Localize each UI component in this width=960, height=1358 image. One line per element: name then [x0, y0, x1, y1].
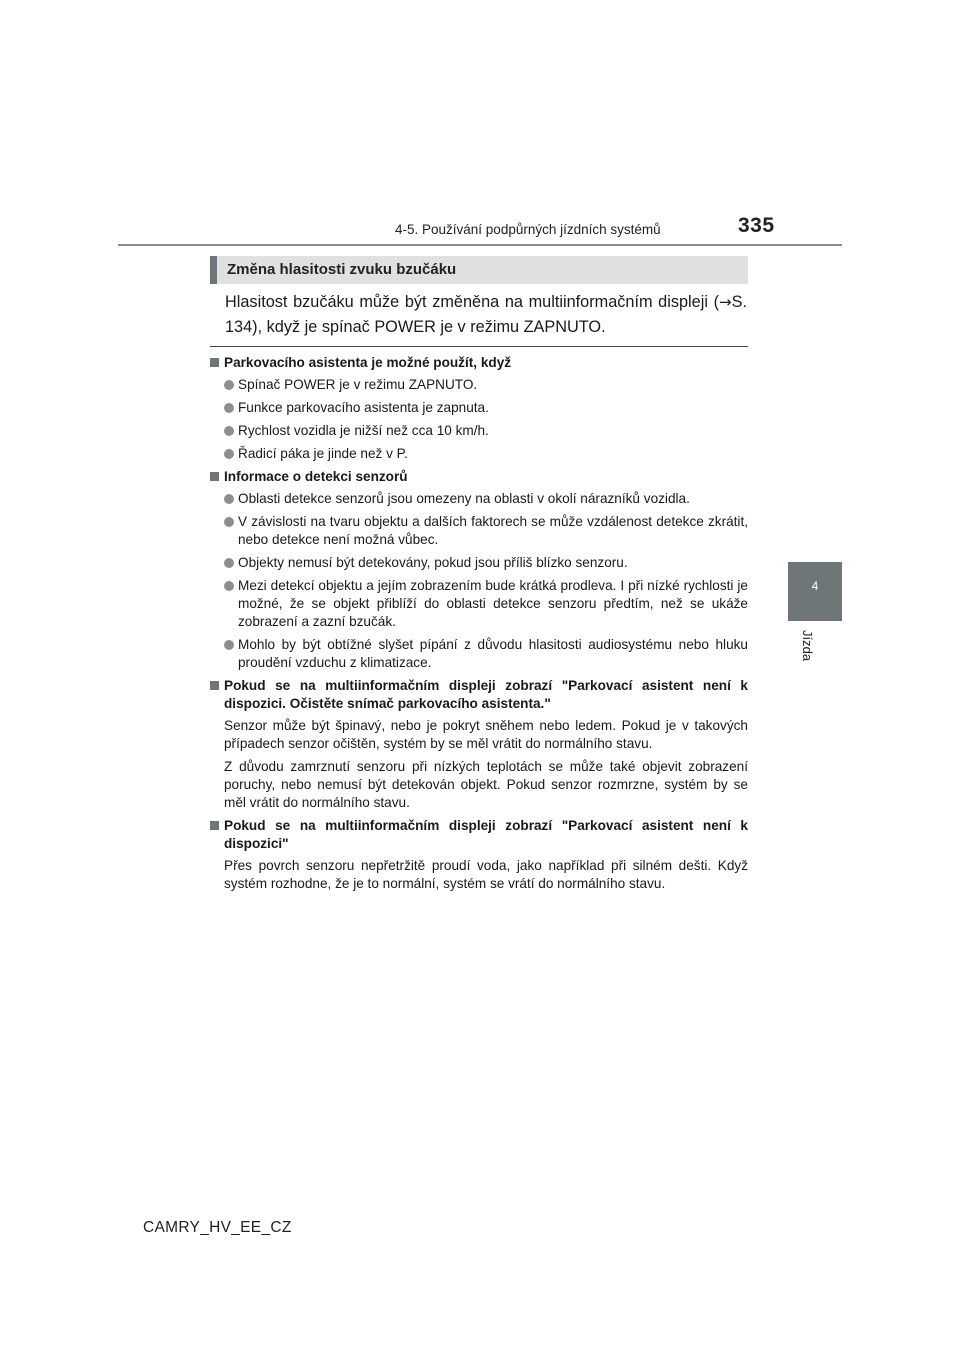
heading-text: Změna hlasitosti zvuku bzučáku	[227, 261, 457, 278]
subheading: Pokud se na multiinformačním displeji zobrazí "Parkovací asistent není k dispozici. Očistěte snímač parkovacího asistenta."	[210, 677, 748, 713]
list-item: V závislosti na tvaru objektu a dalších faktorech se může vzdálenost detekce zkrátit, nebo detekce není možná vůbec.	[210, 513, 748, 549]
list-item: Řadicí páka je jinde než v P.	[210, 445, 748, 463]
list-item: Mezi detekcí objektu a jejím zobrazením bude krátká prodleva. I při nízké rychlosti je možné, že se objekt přiblíží do oblasti detekce senzoru předtím, než se ukáže zobrazení a zazní bzučák.	[210, 577, 748, 631]
subheading: Pokud se na multiinformačním displeji zobrazí "Parkovací asistent není k dispozici"	[210, 817, 748, 853]
square-bullet-icon	[210, 358, 219, 367]
subheading: Informace o detekci senzorů	[210, 468, 748, 486]
list-item: Objekty nemusí být detekovány, pokud jsou příliš blízko senzoru.	[210, 554, 748, 572]
chapter-number: 4	[811, 579, 819, 593]
intro-paragraph	[225, 290, 747, 339]
list-item: Oblasti detekce senzorů jsou omezeny na oblasti v okolí nárazníků vozidla.	[210, 490, 748, 508]
circle-bullet-icon	[224, 517, 234, 527]
circle-bullet-icon	[224, 581, 234, 591]
section-title: 4-5. Používání podpůrných jízdních systémů	[395, 222, 661, 237]
list-item: Spínač POWER je v režimu ZAPNUTO.	[210, 376, 748, 394]
paragraph: Přes povrch senzoru nepřetržitě proudí voda, jako například při silném dešti. Když systém rozhodne, že je to normální, systém se vrátí do normálního stavu.	[224, 858, 748, 891]
circle-bullet-icon	[224, 449, 234, 459]
list-item: Rychlost vozidla je nižší než cca 10 km/h.	[210, 422, 748, 440]
body-content	[210, 354, 748, 898]
heading-marker	[210, 256, 217, 284]
square-bullet-icon	[210, 821, 219, 830]
arrow-icon: →	[719, 293, 732, 311]
footer-code: CAMRY_HV_EE_CZ	[143, 1219, 292, 1236]
heading-bar	[210, 256, 748, 284]
circle-bullet-icon	[224, 558, 234, 568]
square-bullet-icon	[210, 472, 219, 481]
paragraph: Z důvodu zamrznutí senzoru při nízkých teplotách se může také objevit zobrazení poruchy, nebo nemusí být detekován objekt. Pokud senzor rozmrzne, systém by se měl vrátit do normálního stavu.	[224, 759, 748, 810]
intro-text-end: S. 134), když je spínač POWER je v režimu ZAPNUTO.	[225, 293, 747, 336]
square-bullet-icon	[210, 681, 219, 690]
circle-bullet-icon	[224, 403, 234, 413]
chapter-label: Jízda	[800, 630, 815, 662]
list-item: Funkce parkovacího asistenta je zapnuta.	[210, 399, 748, 417]
circle-bullet-icon	[224, 494, 234, 504]
circle-bullet-icon	[224, 380, 234, 390]
subheading: Parkovacího asistenta je možné použít, když	[210, 354, 748, 372]
chapter-tab	[788, 562, 842, 621]
header-rule	[118, 244, 842, 246]
intro-text-start: Hlasitost bzučáku může být změněna na multiinformačním displeji (	[225, 293, 720, 311]
page-number: 335	[738, 214, 775, 237]
circle-bullet-icon	[224, 640, 234, 650]
circle-bullet-icon	[224, 426, 234, 436]
paragraph: Senzor může být špinavý, nebo je pokryt sněhem nebo ledem. Pokud je v takových případech senzor očištěn, systém by se měl vrátit do normálního stavu.	[224, 718, 748, 751]
divider	[210, 346, 748, 347]
list-item: Mohlo by být obtížné slyšet pípání z důvodu hlasitosti audiosystému nebo hluku proudění vzduchu z klimatizace.	[210, 636, 748, 672]
